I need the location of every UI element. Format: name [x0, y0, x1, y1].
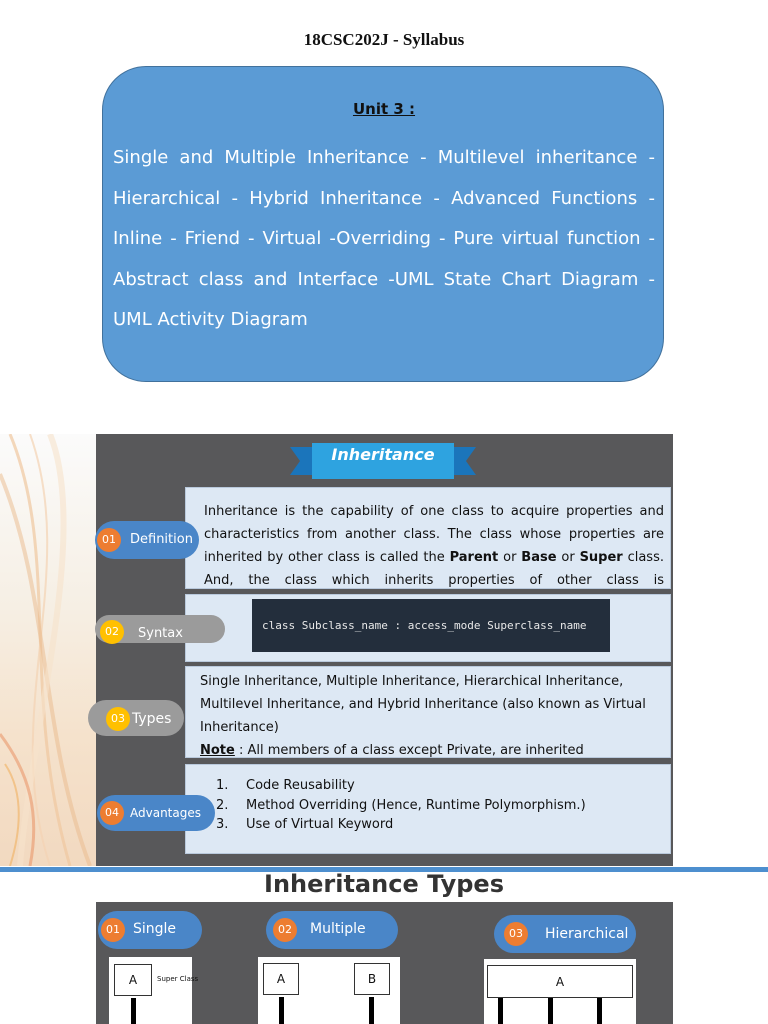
- hierarchical-class-a: A: [487, 965, 633, 998]
- unit-topics: [113, 144, 655, 347]
- badge-multiple: 02: [273, 918, 297, 942]
- unit-topic-line: UML Activity Diagram: [113, 309, 308, 331]
- inheritance-title: Inheritance: [331, 445, 435, 464]
- types-note: Note : All members of a class except Private, are inherited: [200, 743, 584, 758]
- definition-line: Inheritance is the capability of one class to acquire properties and: [204, 504, 664, 519]
- types-line: Inheritance): [200, 720, 279, 735]
- hierarchical-link-2: [548, 998, 553, 1024]
- inheritance-types-title: Inheritance Types: [264, 870, 504, 898]
- types-pill: Types: [88, 700, 184, 736]
- definition-line: And, the class which inherits properties of other class is: [204, 573, 664, 588]
- unit-heading: Unit 3 :: [352, 100, 416, 118]
- syntax-pill: Syntax: [95, 615, 225, 643]
- advantage-item: 3. Use of Virtual Keyword: [216, 817, 394, 832]
- super-class-label: Super Class: [157, 975, 199, 983]
- multiple-link-b: [369, 997, 374, 1024]
- definition-pill: Definition: [95, 521, 199, 559]
- document-title: 18CSC202J - Syllabus: [303, 30, 465, 49]
- decorative-swirl: [0, 434, 96, 866]
- hierarchical-link-3: [597, 998, 602, 1024]
- badge-hierarchical: 03: [504, 922, 528, 946]
- base-term: Base: [521, 550, 557, 565]
- types-box: [185, 666, 671, 758]
- badge-01: 01: [97, 528, 121, 552]
- single-pill: Single: [98, 911, 202, 949]
- advantages-pill: Advantages: [97, 795, 215, 831]
- syntax-code: class Subclass_name : access_mode Superclass_name: [252, 599, 610, 652]
- hierarchical-pill: Hierarchical: [494, 915, 636, 953]
- single-link: [131, 998, 136, 1024]
- advantage-item: 2. Method Overriding (Hence, Runtime Polymorphism.): [216, 797, 586, 813]
- multiple-class-a: A: [263, 963, 299, 995]
- definition-box: [185, 487, 671, 589]
- types-line: Multilevel Inheritance, and Hybrid Inheritance (also known as Virtual: [200, 697, 646, 712]
- unit-topic-line: Hierarchical - Hybrid Inheritance - Advanced Functions -: [113, 187, 655, 209]
- multiple-pill: Multiple: [266, 911, 398, 949]
- types-line: Single Inheritance, Multiple Inheritance, Hierarchical Inheritance,: [200, 674, 624, 689]
- definition-line: characteristics from another class. The class whose properties are: [204, 527, 664, 542]
- single-class-a: A: [114, 964, 152, 996]
- badge-02: 02: [100, 620, 124, 644]
- hierarchical-link-1: [498, 998, 503, 1024]
- multiple-link-a: [279, 997, 284, 1024]
- unit-topic-line: Inline - Friend - Virtual -Overriding - Pure virtual function -: [113, 228, 655, 250]
- badge-03: 03: [106, 707, 130, 731]
- advantage-item: 1. Code Reusability: [216, 778, 355, 793]
- unit-topic-line: Abstract class and Interface -UML State Chart Diagram -: [113, 268, 655, 290]
- badge-04: 04: [100, 801, 124, 825]
- note-label: Note: [200, 743, 235, 758]
- badge-single: 01: [101, 918, 125, 942]
- parent-term: Parent: [449, 550, 499, 565]
- advantages-box: [185, 764, 671, 854]
- super-term: Super: [579, 550, 623, 565]
- definition-line: inherited by other class is called the Parent or Base or Super class.: [204, 550, 664, 565]
- unit-topic-line: Single and Multiple Inheritance - Multilevel inheritance -: [113, 147, 655, 168]
- multiple-class-b: B: [354, 963, 390, 995]
